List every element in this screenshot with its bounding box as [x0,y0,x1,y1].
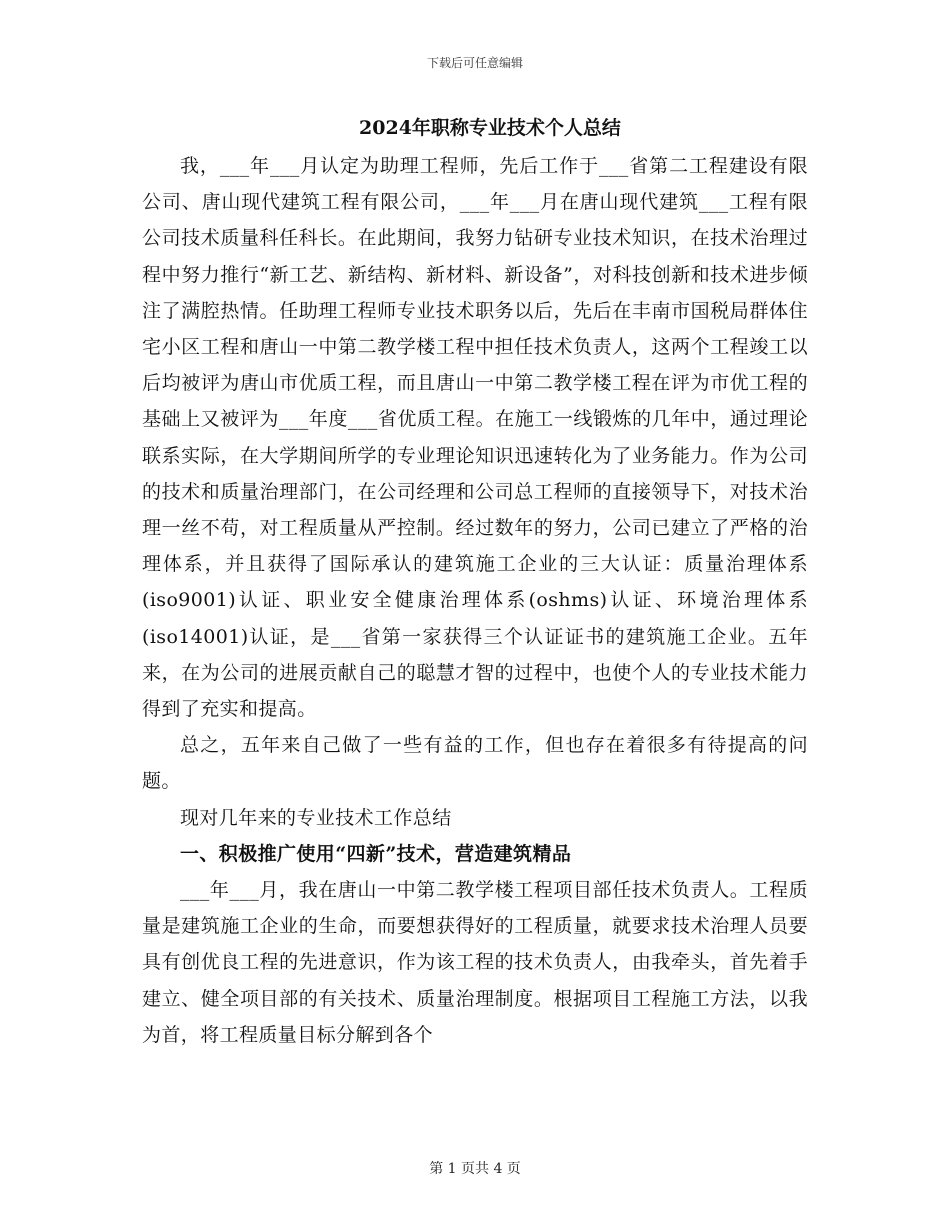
section-heading-1: 一、积极推广使用“四新”技术，营造建筑精品 [180,842,572,865]
document-body [142,110,808,1053]
paragraph-lead-in: 现对几年来的专业技术工作总结 [180,806,452,829]
paragraph-summary: 总之，五年来自己做了一些有益的工作，但也存在着很多有待提高的问题。 [142,734,808,793]
document-title: 2024年职称专业技术个人总结 [359,117,621,139]
page-footer: 第 1 页共 4 页 [429,1161,521,1177]
header-note: 下载后可任意编辑 [426,56,523,70]
paragraph-intro: 我，___年___月认定为助理工程师，先后工作于___省第二工程建设有限公司、唐山现代建筑工程有限公司，___年___月在唐山现代建筑___工程有限公司技术质量科任科长。在此期间，我努力钻研专业技术知识，在技术治理过程中努力推行“新工艺、新结构、新材料、新设备”，对科技创新和技术进步倾注了满腔热情。任助理工程师专业技术职务以后，先后在丰南市国税局群体住宅小区工程和唐山一中第二教学楼工程中担任技术负责人，这两个工程竣工以后均被评为唐山市优质工程，而且唐山一中第二教学楼工程在评为市优工程的基础上又被评为___年度___省优质工程。在施工一线锻炼的几年中，通过理论联系实际，在大学期间所学的专业理论知识迅速转化为了业务能力。作为公司的技术和质量治理部门，在公司经理和公司总工程师的直接领导下，对技术治理一丝不苟，对工程质量从严控制。经过数年的努力，公司已建立了严格的治理体系，并且获得了国际承认的建筑施工企业的三大认证：质量治理体系(iso9001)认证、职业安全健康治理体系(oshms)认证、环境治理体系(iso14001)认证，是___省第一家获得三个认证证书的建筑施工企业。五年来，在为公司的进展贡献自己的聪慧才智的过程中，也使个人的专业技术能力得到了充实和提高。 [142,155,808,721]
paragraph-section-1: ___年___月，我在唐山一中第二教学楼工程项目部任技术负责人。工程质量是建筑施工企业的生命，而要想获得好的工程质量，就要求技术治理人员要具有创优良工程的先进意识，作为该工程的技术负责人，由我牵头，首先着手建立、健全项目部的有关技术、质量治理制度。根据项目工程施工方法，以我为首，将工程质量目标分解到各个 [142,879,808,1046]
